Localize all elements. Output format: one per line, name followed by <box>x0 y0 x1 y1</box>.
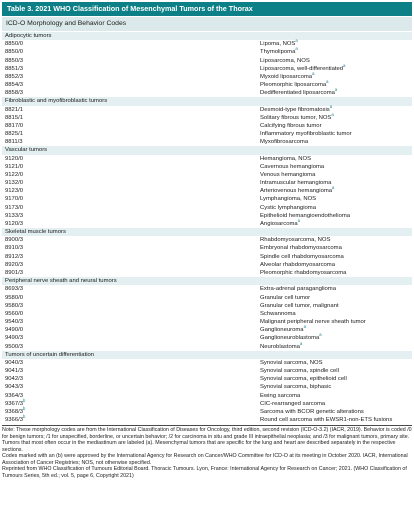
tumor-name-text: Thymolipoma <box>260 49 296 56</box>
footnote-marker: a <box>312 70 315 76</box>
tumor-name-text: Neuroblastoma <box>260 343 300 350</box>
tumor-name-text: Liposarcoma, NOS <box>260 57 310 64</box>
icd-code <box>5 269 23 277</box>
table-row <box>2 405 412 416</box>
tumor-name-text: Embryonal rhabdomyosarcoma <box>260 245 342 252</box>
icd-code <box>5 334 23 342</box>
icd-code-text: 8850/3 <box>5 57 24 64</box>
footnote-marker: b <box>23 397 26 403</box>
category-label: Tumors of uncertain differentiation <box>5 351 95 358</box>
tumor-name-text: Ganglioneuroma <box>260 327 304 334</box>
icd-code-text: 9366/3 <box>5 417 24 424</box>
table-row <box>2 212 412 220</box>
icd-code <box>5 122 23 130</box>
tumor-name <box>260 340 303 351</box>
table-row <box>2 340 412 351</box>
icd-code <box>5 310 23 318</box>
tumor-name-text: Extra-adrenal paraganglioma <box>260 286 336 293</box>
tumor-name-text: Calcifying fibrous tumor <box>260 122 322 129</box>
table-note: Codes marked with an (b) were approved by the International Agency for Research on Cancer/WHO Committee for ICD-O at its meeting in October 2020. IACR, International Association of Cancer Registries; NOS, not otherwise specified. <box>2 453 408 466</box>
table-row <box>2 334 412 342</box>
icd-code-text: 9580/3 <box>5 302 24 309</box>
icd-code-text: 9121/0 <box>5 163 24 170</box>
icd-code-text: 9132/0 <box>5 180 24 187</box>
footnote-marker: a <box>295 46 298 52</box>
tumor-name <box>260 408 364 416</box>
icd-code-text: 9122/0 <box>5 171 24 178</box>
icd-code <box>5 367 23 375</box>
tumor-name <box>260 334 322 342</box>
icd-code-text: 8693/3 <box>5 286 24 293</box>
tumor-name <box>260 367 339 375</box>
icd-code-text: 9580/0 <box>5 294 24 301</box>
icd-code-text: 8811/3 <box>5 139 23 146</box>
icd-code-text: 8850/0 <box>5 49 24 56</box>
tumor-name <box>260 236 330 244</box>
tumor-name-text: Rhabdomyosarcoma, NOS <box>260 237 331 244</box>
tumor-name-text: Liposarcoma, well-differentiated <box>260 65 344 72</box>
tumor-name-text: Venous hemangioma <box>260 171 316 178</box>
icd-code-text: 8912/3 <box>5 253 24 260</box>
icd-code-text: 8815/1 <box>5 114 24 121</box>
table-row <box>2 62 412 73</box>
tumor-name-text: Malignant peripheral nerve sheath tumor <box>260 319 366 326</box>
icd-code-text: 8825/1 <box>5 131 24 138</box>
footnote-marker: a <box>319 332 322 338</box>
tumor-name-text: Synovial sarcoma, spindle cell <box>260 368 339 375</box>
tumor-name <box>260 81 328 89</box>
table-row <box>2 261 412 269</box>
tumor-name-text: Inflammatory myofibroblastic tumor <box>260 131 352 138</box>
table-title: Table 3. 2021 WHO Classification of Mesenchymal Tumors of the Thorax <box>2 2 412 16</box>
category-row <box>2 97 412 105</box>
tumor-name-text: Epithelioid hemangioendothelioma <box>260 212 351 219</box>
icd-code-text: 9170/0 <box>5 196 24 203</box>
footnote-marker: a <box>299 340 303 346</box>
tumor-name <box>260 253 344 261</box>
table-row <box>2 217 412 228</box>
table-bottom-rule <box>2 425 412 426</box>
table-row <box>2 359 412 367</box>
tumor-name <box>260 138 308 146</box>
icd-code-text: 9043/3 <box>5 384 24 391</box>
icd-code <box>5 261 23 269</box>
tumor-name-text: Ganglioneuroblastoma <box>260 335 320 342</box>
table-row <box>2 187 412 195</box>
tumor-name-text: CIC-rearranged sarcoma <box>260 400 326 407</box>
tumor-name-text: Hemangioma, NOS <box>260 155 312 162</box>
tumor-name <box>260 179 331 187</box>
tumor-name <box>260 70 315 81</box>
table-note: Reprinted from WHO Classification of Tumours Editorial Board. Thoracic Tumours. Lyon, France: International Agency for Research on Cancer; 2021. (WHO Classification of Tumours Series, 5th ed.; vol. 5, page 6, Copyright 2021) <box>2 466 407 479</box>
tumor-name-text: Lipoma, NOS <box>260 41 296 48</box>
icd-code-text: 9500/3 <box>5 343 24 350</box>
table-row <box>2 138 412 146</box>
column-heading: ICD-O Morphology and Behavior Codes <box>2 17 412 31</box>
icd-code <box>5 48 23 56</box>
tumor-name <box>260 57 310 65</box>
table-row <box>2 294 412 302</box>
tumor-name-text: Sarcoma with BCOR genetic alterations <box>260 408 364 415</box>
footnote-marker: a <box>332 185 335 191</box>
icd-code <box>5 236 23 244</box>
classification-table <box>2 32 412 424</box>
category-row <box>2 228 412 236</box>
category-row <box>2 146 412 154</box>
category-row <box>2 32 412 40</box>
icd-code <box>5 285 23 293</box>
icd-code-text: 9490/3 <box>5 335 24 342</box>
tumor-name <box>260 111 334 122</box>
table-row <box>2 40 412 48</box>
icd-code <box>5 130 23 138</box>
table-row <box>2 383 412 391</box>
icd-code-text: 8901/3 <box>5 269 24 276</box>
icd-code <box>5 244 23 252</box>
icd-code <box>5 195 23 203</box>
table-row <box>2 103 412 114</box>
tumor-name <box>260 195 316 203</box>
tumor-name <box>260 318 366 326</box>
icd-code <box>5 359 23 367</box>
tumor-name <box>260 89 337 97</box>
tumor-name-text: Schwannoma <box>260 310 296 317</box>
category-row <box>2 277 412 285</box>
icd-code <box>5 253 23 261</box>
tumor-name-text: Synovial sarcoma, NOS <box>260 359 323 366</box>
table-row <box>2 318 412 326</box>
table-notes <box>2 427 412 479</box>
icd-code-text: 8920/3 <box>5 261 24 268</box>
footnote-marker: a <box>295 38 298 44</box>
icd-code-text: 8900/3 <box>5 237 24 244</box>
icd-code-text: 9120/3 <box>5 220 24 227</box>
table-row <box>2 397 412 408</box>
tumor-name-text: Cavernous hemangioma <box>260 163 325 170</box>
table-row <box>2 326 412 334</box>
tumor-name <box>260 212 350 220</box>
table-row <box>2 244 412 252</box>
tumor-name <box>260 48 298 56</box>
table-row <box>2 57 412 65</box>
icd-code <box>5 155 23 163</box>
table-row <box>2 81 412 89</box>
tumor-name <box>260 392 300 400</box>
table-note: Note: These morphology codes are from the International Classification of Diseases for Oncology, third edition, second revision (ICD-O-3.2) (IACR, 2019). Behavior is coded /0 for benign tumors; /1 for unspecified, borderline, or uncertain behavior; /2 for carcinoma in situ and grade III intraepithelial neoplasia; and /3 for malignant tumors, primary site. <box>2 427 412 440</box>
table-row <box>2 285 412 293</box>
icd-code <box>5 302 23 310</box>
icd-code-text: 9173/0 <box>5 204 24 211</box>
icd-code <box>5 220 23 228</box>
icd-code <box>5 81 23 89</box>
tumor-name-text: Ewing sarcoma <box>260 392 301 399</box>
icd-code <box>5 73 23 81</box>
tumor-name-text: Pleomorphic liposarcoma <box>260 82 327 89</box>
tumor-name-text: Round cell sarcoma with EWSR1-non-ETS fusions <box>260 417 393 424</box>
icd-code-text: 9041/3 <box>5 368 24 375</box>
tumor-name-text: Arteriovenous hemangioma <box>260 188 333 195</box>
tumor-name <box>260 294 310 302</box>
table-row <box>2 367 412 375</box>
icd-code-text: 9120/0 <box>5 155 24 162</box>
icd-code <box>5 343 23 351</box>
table-row <box>2 392 412 400</box>
icd-code <box>5 163 23 171</box>
table-row <box>2 130 412 138</box>
tumor-name-text: Pleomorphic rhabdomyosarcoma <box>260 269 347 276</box>
tumor-name-text: Synovial sarcoma, epithelioid cell <box>260 376 347 383</box>
tumor-name <box>260 244 342 252</box>
icd-code <box>5 187 23 195</box>
tumor-name-text: Granular cell tumor, malignant <box>260 302 339 309</box>
icd-code-text: 9364/3 <box>5 392 24 399</box>
table-row <box>2 122 412 130</box>
table-row <box>2 253 412 261</box>
icd-code-text: 9367/3 <box>5 400 24 407</box>
icd-code-text: 8850/0 <box>5 41 24 48</box>
tumor-name-text: Spindle cell rhabdomyosarcoma <box>260 253 344 260</box>
icd-code <box>5 89 23 97</box>
table-row <box>2 48 412 56</box>
tumor-name-text: Myxoid liposarcoma <box>260 73 313 80</box>
footnote-marker: a <box>297 217 300 223</box>
icd-code-text: 9040/3 <box>5 359 24 366</box>
tumor-name-text: Myxofibrosarcoma <box>260 139 309 146</box>
icd-code <box>5 179 23 187</box>
tumor-name-text: Desmoid-type fibromatosis <box>260 106 330 113</box>
icd-code-text: 8858/3 <box>5 90 24 97</box>
tumor-name <box>260 326 306 334</box>
category-label: Skeletal muscle tumors <box>5 229 66 236</box>
tumor-name <box>260 130 352 138</box>
tumor-name <box>260 163 324 171</box>
icd-code-text: 8852/3 <box>5 73 24 80</box>
icd-code <box>5 212 23 220</box>
icd-code <box>5 294 23 302</box>
category-label: Vascular tumors <box>5 147 48 154</box>
tumor-name <box>260 103 333 114</box>
icd-code-text: 9133/3 <box>5 212 24 219</box>
table-row <box>2 89 412 97</box>
tumor-name <box>260 217 300 228</box>
footnote-marker: a <box>329 103 333 109</box>
category-label: Adipocytic tumors <box>5 33 52 39</box>
tumor-name <box>260 383 331 391</box>
tumor-name <box>260 261 335 269</box>
icd-code <box>5 204 23 212</box>
table-row <box>2 111 412 122</box>
footnote-marker: a <box>334 87 338 93</box>
icd-code-text: 8851/3 <box>5 65 24 72</box>
category-row <box>2 351 412 359</box>
footnote-marker: a <box>343 62 346 68</box>
footnote-marker: a <box>331 111 334 117</box>
table-row <box>2 310 412 318</box>
tumor-name-text: Dedifferentiated liposarcoma <box>260 90 335 97</box>
tumor-name <box>260 416 392 424</box>
icd-code <box>5 416 25 424</box>
tumor-name-text: Angiosarcoma <box>260 220 298 227</box>
tumor-name <box>260 204 316 212</box>
footnote-marker: b <box>23 414 26 420</box>
footnote-marker: a <box>326 79 329 85</box>
table-note: Tumors that most often occur in the mediastinum are labeled (a). Mesenchymal tumors that are specific for the lung and heart are described separately in the respective sections. <box>2 440 396 453</box>
icd-code-text: 8854/3 <box>5 82 24 89</box>
table-row <box>2 155 412 163</box>
icd-code <box>5 106 23 114</box>
icd-code-text: 9123/0 <box>5 188 24 195</box>
tumor-name <box>260 375 347 383</box>
icd-code <box>5 57 23 65</box>
icd-code <box>5 392 23 400</box>
table-row <box>2 269 412 277</box>
table-row <box>2 416 412 424</box>
tumor-name-text: Solitary fibrous tumor, NOS <box>260 114 332 121</box>
icd-code <box>5 40 23 48</box>
tumor-name-text: Lymphangioma, NOS <box>260 196 317 203</box>
table-row <box>2 195 412 203</box>
icd-code-text: 9368/3 <box>5 408 24 415</box>
tumor-name <box>260 155 311 163</box>
icd-code <box>5 383 23 391</box>
icd-code-text: 9490/0 <box>5 327 24 334</box>
tumor-name <box>260 269 346 277</box>
tumor-name <box>260 62 346 73</box>
footnote-marker: a <box>303 324 306 330</box>
icd-code <box>5 114 23 122</box>
icd-code-text: 8821/1 <box>5 106 24 113</box>
tumor-name-text: Synovial sarcoma, biphasic <box>260 384 332 391</box>
tumor-name <box>260 310 296 318</box>
icd-code <box>5 318 23 326</box>
icd-code <box>5 326 23 334</box>
tumor-name-text: Alveolar rhabdomyosarcoma <box>260 261 335 268</box>
icd-code <box>5 65 23 73</box>
table-row <box>2 163 412 171</box>
tumor-name-text: Intramuscular hemangioma <box>260 180 332 187</box>
tumor-name <box>260 171 315 179</box>
icd-code-text: 9042/3 <box>5 376 24 383</box>
category-label: Fibroblastic and myofibroblastic tumors <box>5 98 108 105</box>
table-row <box>2 179 412 187</box>
table-row <box>2 171 412 179</box>
tumor-name-text: Granular cell tumor <box>260 294 311 301</box>
table-row <box>2 302 412 310</box>
tumor-name <box>260 400 325 408</box>
icd-code-text: 8817/0 <box>5 122 24 129</box>
tumor-name <box>260 359 323 367</box>
icd-code <box>5 171 23 179</box>
table-row <box>2 204 412 212</box>
icd-code-text: 9540/3 <box>5 319 24 326</box>
footnote-marker: b <box>23 405 26 411</box>
table-row <box>2 236 412 244</box>
tumor-name <box>260 40 298 48</box>
icd-code <box>5 375 23 383</box>
table-row <box>2 375 412 383</box>
icd-code <box>5 138 23 146</box>
icd-code-text: 8910/3 <box>5 245 24 252</box>
tumor-name <box>260 187 334 195</box>
icd-code-text: 9560/0 <box>5 310 24 317</box>
tumor-name <box>260 122 322 130</box>
tumor-name-text: Cystic lymphangioma <box>260 204 316 211</box>
table-row <box>2 70 412 81</box>
tumor-name <box>260 285 336 293</box>
tumor-name <box>260 302 339 310</box>
category-label: Peripheral nerve sheath and neural tumors <box>5 278 117 285</box>
